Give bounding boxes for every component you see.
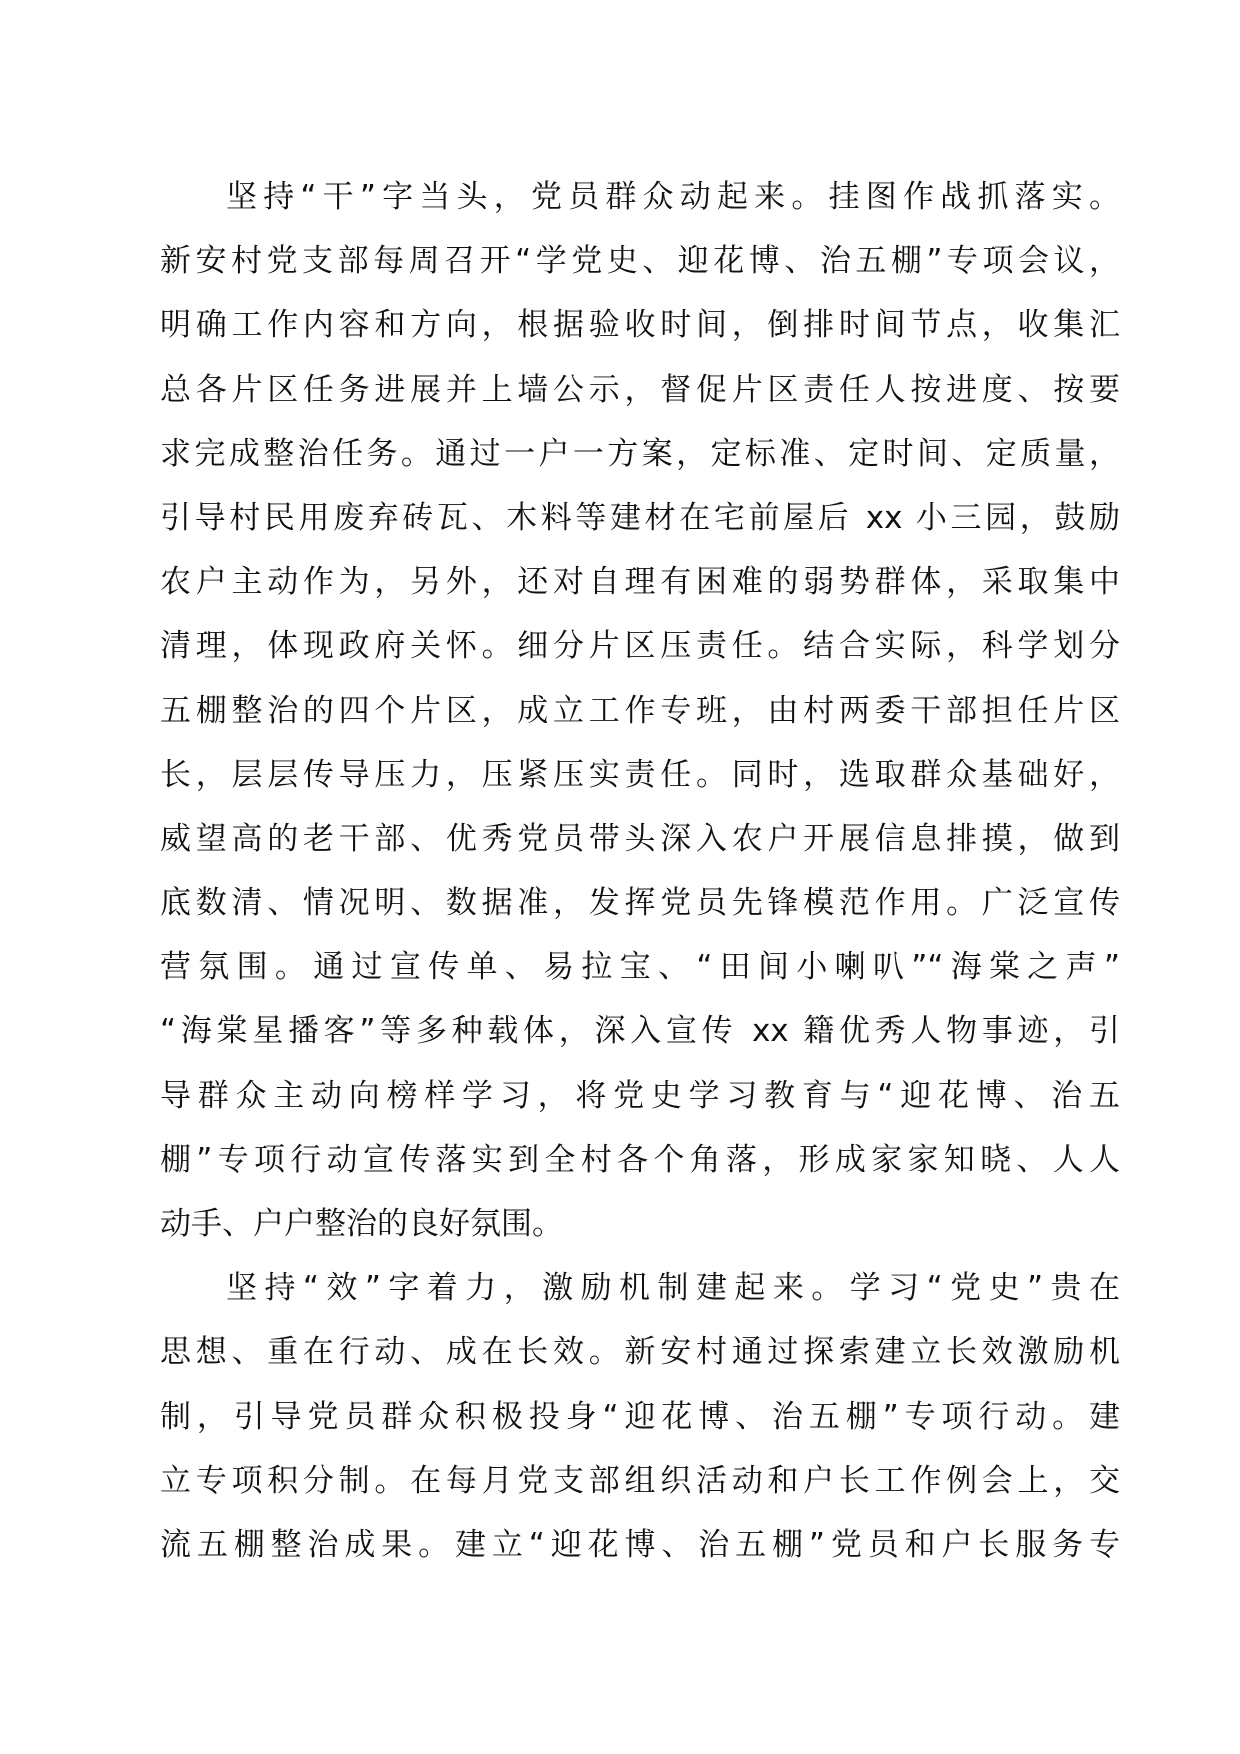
text-line: 制，引导党员群众积极投身“迎花博、治五棚”专项行动。建: [160, 1398, 1120, 1435]
text-line: 长，层层传导压力，压紧压实责任。同时，选取群众基础好，: [160, 756, 1120, 793]
text-line: 农户主动作为，另外，还对自理有困难的弱势群体，采取集中: [160, 564, 1120, 601]
text-line: 底数清、情况明、数据准，发挥党员先锋模范作用。广泛宣传: [160, 885, 1120, 922]
text-line: 立专项积分制。在每月党支部组织活动和户长工作例会上，交: [160, 1462, 1120, 1499]
text-line: 求完成整治任务。通过一户一方案，定标准、定时间、定质量，: [160, 435, 1120, 472]
text-line: 总各片区任务进展并上墙公示，督促片区责任人按进度、按要: [160, 371, 1120, 408]
text-line: 威望高的老干部、优秀党员带头深入农户开展信息排摸，做到: [160, 820, 1120, 857]
text-line: 动手、户户整治的良好氛围。: [160, 1206, 563, 1242]
text-line: 清理，体现政府关怀。细分片区压责任。结合实际，科学划分: [160, 628, 1120, 665]
text-line: 营氛围。通过宣传单、易拉宝、“田间小喇叭”“海棠之声”: [160, 949, 1120, 986]
document-body: [160, 165, 1120, 1577]
text-line: 坚持“效”字着力，激励机制建起来。学习“党史”贵在: [226, 1270, 1120, 1307]
paragraph-1: [160, 165, 1120, 1256]
text-line: “海棠星播客”等多种载体，深入宣传 xx 籍优秀人物事迹，引: [160, 1013, 1120, 1050]
text-line: 五棚整治的四个片区，成立工作专班，由村两委干部担任片区: [160, 692, 1120, 729]
text-line: 流五棚整治成果。建立“迎花博、治五棚”党员和户长服务专: [160, 1526, 1120, 1563]
text-line: 导群众主动向榜样学习，将党史学习教育与“迎花博、治五: [160, 1077, 1120, 1114]
text-line: 思想、重在行动、成在长效。新安村通过探索建立长效激励机: [160, 1334, 1120, 1371]
text-line: 坚持“干”字当头，党员群众动起来。挂图作战抓落实。: [226, 179, 1120, 215]
text-line: 棚”专项行动宣传落实到全村各个角落，形成家家知晓、人人: [160, 1141, 1120, 1178]
paragraph-2: [160, 1256, 1120, 1577]
text-line: 明确工作内容和方向，根据验收时间，倒排时间节点，收集汇: [160, 307, 1120, 344]
text-line: 引导村民用废弃砖瓦、木料等建材在宅前屋后 xx 小三园，鼓励: [160, 499, 1120, 536]
text-line: 新安村党支部每周召开“学党史、迎花博、治五棚”专项会议，: [160, 243, 1120, 280]
